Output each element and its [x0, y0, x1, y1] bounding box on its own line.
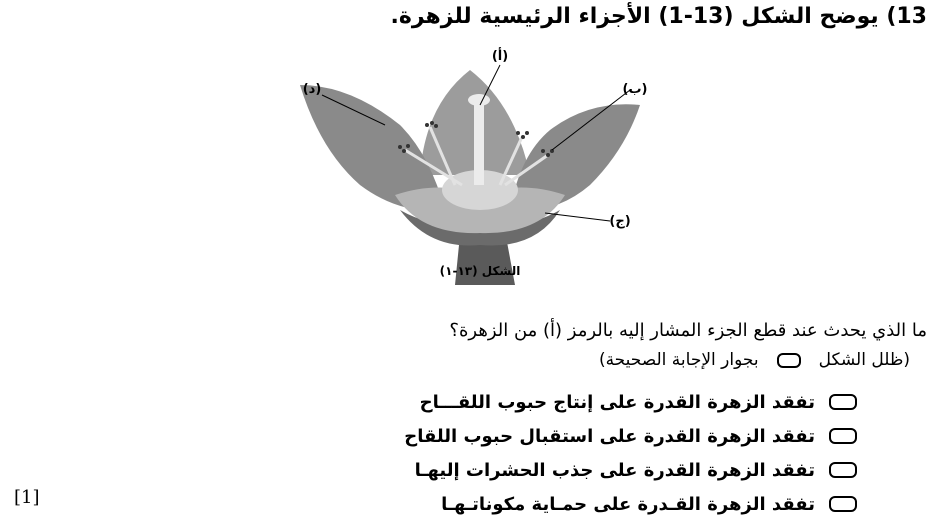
answer-text: تفقد الزهرة القدرة على استقبال حبوب اللقاح [404, 425, 815, 447]
instruction [599, 350, 910, 370]
answer-checkbox[interactable] [829, 394, 857, 410]
answer-option[interactable] [404, 419, 857, 453]
answer-text: تفقد الزهرة القدرة على جذب الحشرات إليهـا [414, 459, 815, 481]
question-text: ما الذي يحدث عند قطع الجزء المشار إليه بالرمز (أ) من الزهرة؟ [449, 320, 927, 341]
answer-text: تفقد الزهرة القـدرة على حمـاية مكوناتـهـا [441, 493, 815, 515]
figure-caption: الشكل (١٣-١) [439, 264, 521, 278]
figure-label-c: (ج) [609, 214, 631, 229]
figure-label-d: (د) [302, 82, 322, 97]
answer-option[interactable] [404, 385, 857, 419]
flower-diagram [290, 45, 650, 285]
answer-checkbox[interactable] [829, 428, 857, 444]
answer-option[interactable] [404, 453, 857, 487]
marks-indicator: [1] [14, 487, 40, 508]
answer-options [404, 385, 857, 521]
flower-stigma [468, 94, 490, 106]
figure-label-b: (ب) [622, 82, 648, 97]
flower-figure [290, 45, 650, 285]
answer-checkbox[interactable] [829, 462, 857, 478]
figure-label-a: (أ) [491, 49, 509, 64]
instruction-after: بجوار الإجابة الصحيحة) [598, 350, 759, 370]
answer-option[interactable] [404, 487, 857, 521]
question-title: 13) يوضح الشكل (13-1) الأجزاء الرئيسية للزهرة. [390, 4, 927, 29]
answer-text: تفقد الزهرة القدرة على إنتاج حبوب اللقـــاح [419, 391, 815, 413]
flower-pistil [474, 100, 484, 185]
shade-box-icon [777, 353, 801, 368]
answer-checkbox[interactable] [829, 496, 857, 512]
instruction-before: (ظلل الشكل [818, 350, 910, 370]
